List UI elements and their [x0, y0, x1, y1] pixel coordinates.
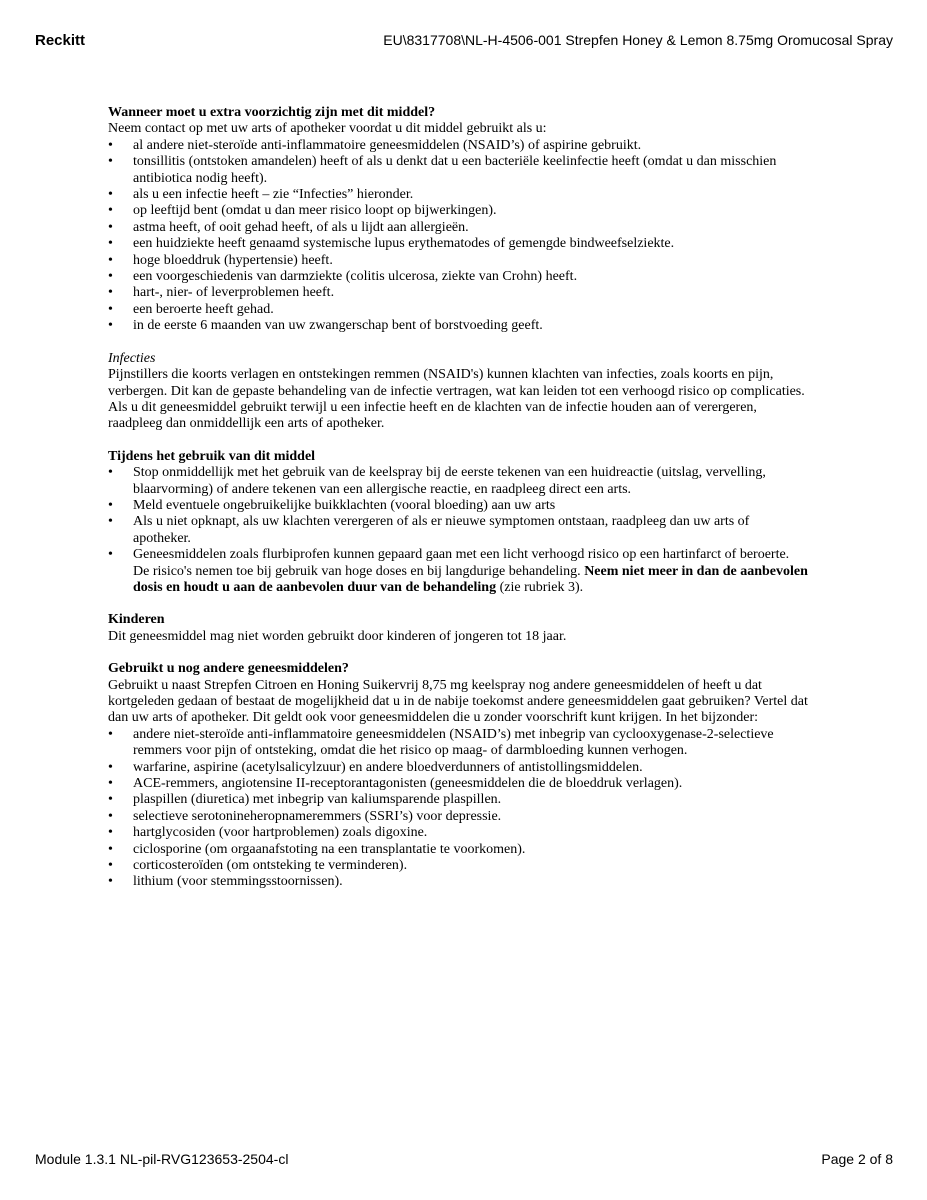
bullet-list [108, 727, 808, 891]
page-footer [35, 1151, 893, 1171]
page-number: Page 2 of 8 [821, 1151, 893, 1167]
section-caution [108, 105, 808, 335]
list-item-text: Geneesmiddelen zoals flurbiprofen kunnen gepaard gaan met een licht verhoogd risico op een hartinfarct of beroerte. De risico's nemen toe bij gebruik van hoge doses en bij langdurige behandeling. [133, 547, 790, 579]
document-body [108, 105, 808, 907]
list-item [108, 547, 808, 596]
page-header [35, 32, 893, 52]
section-title: Kinderen [108, 612, 165, 628]
section-title: Gebruikt u nog andere geneesmiddelen? [108, 661, 349, 677]
list-item: • andere niet-steroïde anti-inflammatoire geneesmiddelen (NSAID’s) met inbegrip van cyclooxygenase-2-selectieve remmers voor pijn of ontsteking, omdat die het risico op maag- of darmbloeding kunnen verhogen. [108, 727, 808, 760]
list-item: • astma heeft, of ooit gehad heeft, of als u lijdt aan allergieën. [108, 220, 808, 236]
list-item: • warfarine, aspirine (acetylsalicylzuur) en andere bloedverdunners of antistollingsmiddelen. [108, 760, 808, 776]
list-item: • ciclosporine (om orgaanafstoting na een transplantatie te voorkomen). [108, 842, 808, 858]
section-title: Wanneer moet u extra voorzichtig zijn met dit middel? [108, 105, 436, 120]
bullet-list [108, 465, 808, 596]
list-item: • tonsillitis (ontstoken amandelen) heeft of als u denkt dat u een bacteriële keelinfectie heeft (omdat u dan misschien antibiotica nodig heeft). [108, 154, 808, 187]
section-during-use [108, 449, 808, 597]
list-item: • hoge bloeddruk (hypertensie) heeft. [108, 253, 808, 269]
section-intro: Gebruikt u naast Strepfen Citroen en Honing Suikervrij 8,75 mg keelspray nog andere geneesmiddelen of heeft u dat kortgeleden gedaan of bestaat de mogelijkheid dat u in de nabije toekomst andere geneesmiddelen gaat gebruiken? Vertel dat dan uw arts of apotheker. Dit geldt ook voor geneesmiddelen die u zonder voorschrift kunt krijgen. In het bijzonder: [108, 677, 808, 726]
section-intro: Neem contact op met uw arts of apotheker voordat u dit middel gebruikt als u: [108, 121, 547, 137]
list-item-tail: (zie rubriek 3). [496, 579, 584, 595]
section-text: Dit geneesmiddel mag niet worden gebruikt door kinderen of jongeren tot 18 jaar. [108, 628, 567, 644]
list-item: • in de eerste 6 maanden van uw zwangerschap bent of borstvoeding geeft. [108, 318, 808, 334]
bullet-list [108, 138, 808, 335]
list-item: • Stop onmiddellijk met het gebruik van de keelspray bij de eerste tekenen van een huidreactie (uitslag, vervelling, blaarvorming) of andere tekenen van een allergische reactie, en raadpleeg direct een arts. [108, 465, 808, 498]
section-infections [108, 351, 808, 433]
list-item: • plaspillen (diuretica) met inbegrip van kaliumsparende plaspillen. [108, 792, 808, 808]
list-item: • als u een infectie heeft – zie “Infecties” hieronder. [108, 187, 808, 203]
section-text: Pijnstillers die koorts verlagen en ontstekingen remmen (NSAID's) kunnen klachten van infecties, zoals koorts en pijn, verbergen. Dit kan de gepaste behandeling van de infectie vertragen, wat kan leiden tot een verhoogd risico op complicaties. Als u dit geneesmiddel gebruikt terwijl u een infectie heeft en de klachten van de infectie houden aan of verergeren, raadpleeg dan onmiddellijk een arts of apotheker. [108, 367, 805, 432]
section-other-medicines [108, 661, 808, 891]
list-item: • Als u niet opknapt, als uw klachten verergeren of als er nieuwe symptomen ontstaan, raadpleeg dan uw arts of apotheker. [108, 514, 808, 547]
list-item: • een voorgeschiedenis van darmziekte (colitis ulcerosa, ziekte van Crohn) heeft. [108, 269, 808, 285]
list-item: • corticosteroïden (om ontsteking te verminderen). [108, 858, 808, 874]
list-item: • hartglycosiden (voor hartproblemen) zoals digoxine. [108, 825, 808, 841]
list-item: • lithium (voor stemmingsstoornissen). [108, 874, 808, 890]
list-item: • op leeftijd bent (omdat u dan meer risico loopt op bijwerkingen). [108, 203, 808, 219]
list-item: • hart-, nier- of leverproblemen heeft. [108, 285, 808, 301]
list-item: • een beroerte heeft gehad. [108, 302, 808, 318]
list-item: • Meld eventuele ongebruikelijke buikklachten (vooral bloeding) aan uw arts [108, 498, 808, 514]
document-reference: EU\8317708\NL-H-4506-001 Strepfen Honey & Lemon 8.75mg Oromucosal Spray [383, 32, 893, 48]
list-item: • al andere niet-steroïde anti-inflammatoire geneesmiddelen (NSAID’s) of aspirine gebruikt. [108, 138, 808, 154]
module-reference: Module 1.3.1 NL-pil-RVG123653-2504-cl [35, 1151, 289, 1167]
list-item: • ACE-remmers, angiotensine II-receptorantagonisten (geneesmiddelen die de bloeddruk verlagen). [108, 776, 808, 792]
list-item: • een huidziekte heeft genaamd systemische lupus erythematodes of gemengde bindweefselziekte. [108, 236, 808, 252]
list-item: • selectieve serotonineheropnameremmers (SSRI’s) voor depressie. [108, 809, 808, 825]
section-children [108, 612, 808, 645]
section-title: Tijdens het gebruik van dit middel [108, 448, 316, 464]
brand-name: Reckitt [35, 32, 86, 49]
dosage-warning: Neem niet meer in dan de aanbevolen dosis en houdt u aan de aanbevolen duur van de behandeling [133, 563, 808, 595]
section-subtitle: Infecties [108, 350, 156, 366]
